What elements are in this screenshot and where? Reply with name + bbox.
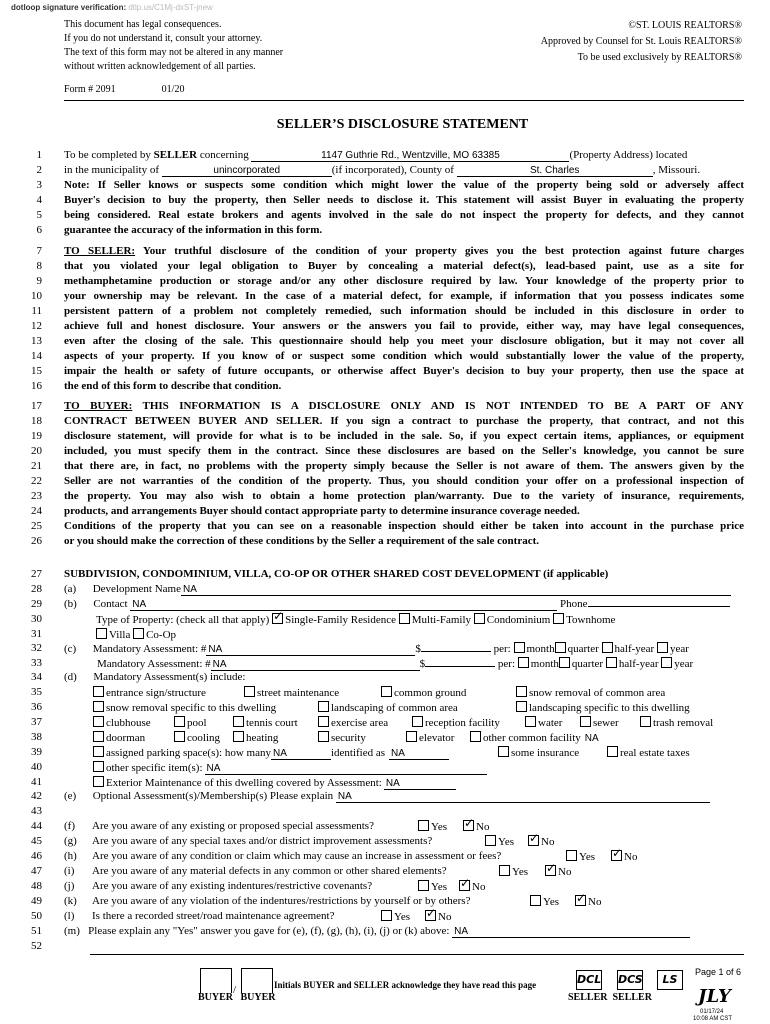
disclosure-text-line: even after the closing of the sale. This questionnaire should help you meet your disclosure obligation, but it may not cover all: [64, 335, 744, 347]
disclosure-text-line: being considered. Real estate brokers and agents involved in the sale do not inspect the property for defects, and they cannot: [64, 209, 744, 221]
a2-year-checkbox[interactable]: [661, 657, 672, 668]
line-number: 33: [31, 657, 42, 669]
no-option: ✓ No: [459, 880, 485, 893]
a2-half-year-checkbox[interactable]: [606, 657, 617, 668]
type-single-family-checkbox[interactable]: [272, 613, 283, 624]
line-number: 15: [31, 365, 42, 377]
explain-yes-field[interactable]: NA: [452, 926, 690, 938]
include-checkbox[interactable]: [93, 731, 104, 742]
line-number: 16: [31, 380, 42, 392]
include-checkbox[interactable]: [640, 716, 651, 727]
seller-initials-3[interactable]: LS: [657, 970, 683, 990]
line-number: 52: [31, 940, 42, 952]
include-item: assigned parking space(s): how many NA identified as NA: [93, 746, 449, 760]
include-checkbox[interactable]: [516, 701, 527, 712]
disclosure-text-line: Seller are not warranties of the condition of the property. Thus, you should condition your offer on a professional inspection of: [64, 475, 744, 487]
realtor-logo-icon: JLY: [698, 986, 731, 1007]
yes-checkbox[interactable]: [530, 895, 541, 906]
question-j: [0, 880, 770, 894]
other-facility-field[interactable]: NA: [584, 733, 599, 744]
assessment-2-amount[interactable]: [425, 666, 495, 667]
line-number: 32: [31, 642, 42, 654]
stamp-date: 01/17/24: [700, 1009, 724, 1015]
yes-checkbox[interactable]: [499, 865, 510, 876]
line-51: (m) Please explain any "Yes" answer you gave for (e), (f), (g), (h), (i), (j) or (k) above: NA: [64, 925, 744, 938]
include-item: landscaping specific to this dwelling: [516, 701, 690, 714]
line-number: 29: [31, 598, 42, 610]
line-number: 8: [36, 260, 42, 272]
a1-year-checkbox[interactable]: [657, 642, 668, 653]
include-checkbox[interactable]: [93, 776, 104, 787]
question-text: Are you aware of any existing or proposed special assessments?: [92, 820, 374, 832]
buyer-initial-box-2[interactable]: [241, 968, 273, 993]
type-townhome-checkbox[interactable]: [553, 613, 564, 624]
seller-label: SELLER SELLER: [568, 992, 652, 1003]
parking-count-field[interactable]: NA: [271, 748, 331, 760]
include-item: some insurance: [498, 746, 579, 759]
line-number: 42: [31, 790, 42, 802]
line-number: 24: [31, 505, 42, 517]
include-checkbox[interactable]: [93, 746, 104, 757]
yes-checkbox[interactable]: [418, 820, 429, 831]
question-f: [0, 820, 770, 834]
buyer-label: BUYER BUYER: [198, 992, 276, 1003]
line-number: 51: [31, 925, 42, 937]
disclosure-text-line: Conditions of the property that you can see on a reasonable inspection should either be taken into account in the purchase price: [64, 520, 744, 532]
no-checkbox[interactable]: [425, 910, 436, 921]
no-checkbox[interactable]: [528, 835, 539, 846]
development-name-field[interactable]: NA: [181, 584, 731, 596]
include-checkbox[interactable]: [498, 746, 509, 757]
dotloop-verification: dotloop signature verification: dtlp.us/C1Mj-dxST-jnew: [11, 3, 213, 12]
a1-quarter-checkbox[interactable]: [555, 642, 566, 653]
line-number: 27: [31, 568, 42, 580]
copyright-notice: ©ST. LOUIS REALTORS® Approved by Counsel for St. Louis REALTORS® To be used exclusively by REALTORS®: [540, 20, 742, 63]
to-seller-line: TO SELLER: Your truthful disclosure of the condition of your property gives you the best protection against future charges: [64, 245, 744, 257]
include-row: [0, 701, 770, 715]
line-28: (a) Development Name NA: [64, 583, 744, 596]
line-number: 4: [36, 194, 42, 206]
disclosure-text-line: aspects of your property. If you know of or suspect some condition which would substantially lower the value of the property,: [64, 350, 744, 362]
include-row: [0, 716, 770, 730]
line-number: 45: [31, 835, 42, 847]
line-33: Mandatory Assessment: # NA $ per: month quarter half-year year: [97, 658, 694, 670]
include-row: [0, 731, 770, 745]
line-number: 49: [31, 895, 42, 907]
line-number: 1: [36, 149, 42, 161]
line-number: 44: [31, 820, 42, 832]
county-field[interactable]: St. Charles: [457, 165, 653, 177]
disclosure-text-line: that you violated your legal obligation to Buyer by concealing a material defect(s), lead-based paint, use as a site for: [64, 260, 744, 272]
line-31: Villa Co-Op: [96, 628, 770, 641]
page-title: SELLER’S DISCLOSURE STATEMENT: [276, 117, 529, 132]
line-number: 46: [31, 850, 42, 862]
line-number: 34: [31, 671, 42, 683]
include-item: clubhouse: [93, 716, 151, 729]
other-items-field[interactable]: NA: [205, 763, 487, 775]
line-number: 10: [31, 290, 42, 302]
no-option: ✓ No: [611, 850, 637, 863]
line-number: 22: [31, 475, 42, 487]
no-checkbox[interactable]: [575, 895, 586, 906]
include-item: elevator: [406, 731, 454, 744]
line-29: (b) Contact NA Phone: [64, 598, 744, 611]
line-34: (d) Mandatory Assessment(s) include:: [64, 671, 246, 683]
no-option: ✓ No: [545, 865, 571, 878]
line-number: 37: [31, 716, 42, 728]
disclosure-text-line: Buyer's decision to buy the property, then Seller needs to disclose it. This statement will assist Buyer in evaluating the property: [64, 194, 744, 206]
line-number: 14: [31, 350, 42, 362]
question-letter: (g): [64, 835, 77, 847]
include-checkbox[interactable]: [516, 686, 527, 697]
line-number: 50: [31, 910, 42, 922]
disclosure-text-line: Note: If Seller knows or suspects some condition which might lower the value of the property being sold or adversely affect: [64, 179, 744, 191]
a1-half-year-checkbox[interactable]: [602, 642, 613, 653]
no-checkbox[interactable]: [611, 850, 622, 861]
question-text: Are you aware of any condition or claim which may cause an increase in assessment or fees?: [92, 850, 502, 862]
no-option: ✓ No: [528, 835, 554, 848]
include-item: snow removal of common area: [516, 686, 665, 699]
question-letter: (f): [64, 820, 75, 832]
line-1: To be completed by SELLER concerning 1147 Guthrie Rd., Wentzville, MO 63385 (Property Address) located: [64, 149, 688, 161]
question-text: Are you aware of any existing indentures/restrictive covenants?: [92, 880, 373, 892]
include-item: entrance sign/structure: [93, 686, 206, 699]
no-option: ✓ No: [463, 820, 489, 833]
line-number: 47: [31, 865, 42, 877]
include-item: heating: [233, 731, 278, 744]
line-number: 31: [31, 628, 42, 640]
line-number: 38: [31, 731, 42, 743]
include-row: [0, 761, 770, 775]
line-number: 11: [31, 305, 42, 317]
include-checkbox[interactable]: [233, 731, 244, 742]
include-row: [0, 686, 770, 700]
no-option: ✓ No: [425, 910, 451, 923]
include-item: pool: [174, 716, 207, 729]
mandatory-assessment-1-field[interactable]: NA: [206, 644, 415, 656]
question-text: Are you aware of any violation of the indentures/restrictions by yourself or by others?: [92, 895, 471, 907]
disclosure-text-line: disclosure statement, will provide for what is to be included in the sale. So, if you expect certain items, appliances, or equipment: [64, 430, 744, 442]
line-32: (c) Mandatory Assessment: # NA $ per: month quarter half-year year: [64, 643, 689, 655]
disclosure-text-line: persistent pattern of a problem not completely remedied, such information should be included in this disclosure in order to: [64, 305, 744, 317]
question-letter: (k): [64, 895, 77, 907]
line-number: 30: [31, 613, 42, 625]
stamp-time: 10:08 AM CST: [693, 1016, 733, 1022]
include-checkbox[interactable]: [233, 716, 244, 727]
contact-field[interactable]: NA: [130, 599, 557, 611]
include-item: trash removal: [640, 716, 713, 729]
line-number: 9: [36, 275, 42, 287]
line-number: 48: [31, 880, 42, 892]
verification-link[interactable]: dtlp.us/C1Mj-dxST-jnew: [128, 3, 213, 12]
include-checkbox[interactable]: [525, 716, 536, 727]
yes-option: Yes: [566, 850, 595, 863]
seller-initials-1[interactable]: DCL: [576, 970, 602, 990]
include-item: other common facility NA: [470, 731, 599, 744]
initials-instruction: Initials BUYER and SELLER acknowledge they have read this page: [274, 980, 537, 990]
disclosure-text-line: the end of this form to describe that condition.: [64, 380, 282, 392]
include-checkbox[interactable]: [580, 716, 591, 727]
include-item: reception facility: [412, 716, 500, 729]
no-checkbox[interactable]: [459, 880, 470, 891]
line-number: 39: [31, 746, 42, 758]
page-number: Page 1 of 6: [695, 967, 742, 977]
include-checkbox[interactable]: [406, 731, 417, 742]
line-number: 35: [31, 686, 42, 698]
disclosure-text-line: CONTRACT BETWEEN BUYER AND SELLER. If you sign a contract to purchase the property, that contract, and not this: [64, 415, 744, 427]
include-checkbox[interactable]: [174, 731, 185, 742]
no-checkbox[interactable]: [545, 865, 556, 876]
include-row: [0, 746, 770, 760]
include-item: exercise area: [318, 716, 388, 729]
type-condominium-checkbox[interactable]: [474, 613, 485, 624]
identified-as-label: identified as: [330, 747, 386, 759]
line-number: 2: [36, 164, 42, 176]
question-letter: (i): [64, 865, 75, 877]
line-number: 7: [36, 245, 42, 257]
line-number: 41: [31, 776, 42, 788]
include-item: snow removal specific to this dwelling: [93, 701, 276, 714]
form-number: Form # 2091 01/20: [64, 84, 185, 95]
line-number: 5: [36, 209, 42, 221]
yes-option: Yes: [530, 895, 559, 908]
line-42: (e) Optional Assessment(s)/Membership(s) Please explain NA: [64, 790, 744, 803]
yes-checkbox[interactable]: [418, 880, 429, 891]
line-number: 23: [31, 490, 42, 502]
line-number: 3: [36, 179, 42, 191]
include-item: common ground: [381, 686, 466, 699]
a2-quarter-checkbox[interactable]: [559, 657, 570, 668]
include-item: landscaping of common area: [318, 701, 458, 714]
section-heading: SUBDIVISION, CONDOMINIUM, VILLA, CO-OP OR OTHER SHARED COST DEVELOPMENT (if applicable): [64, 568, 609, 580]
parking-id-field[interactable]: NA: [389, 748, 449, 760]
mandatory-assessment-2-field[interactable]: NA: [211, 659, 420, 671]
line-number: 12: [31, 320, 42, 332]
question-letter: (j): [64, 880, 75, 892]
disclosure-text-line: achieve full and honest disclosure. Your answers or the answers you fail to provide, either way, may have legal consequences,: [64, 320, 744, 332]
to-buyer-line: TO BUYER: THIS INFORMATION IS A DISCLOSURE ONLY AND IS NOT INTENDED TO BE A PART OF ANY: [64, 400, 744, 412]
line-number: 43: [31, 805, 42, 817]
include-item: Exterior Maintenance of this dwelling covered by Assessment: NA: [93, 776, 456, 790]
line-number: 13: [31, 335, 42, 347]
line-number: 36: [31, 701, 42, 713]
assessment-1-amount[interactable]: [421, 651, 491, 652]
line-number: 19: [31, 430, 42, 442]
question-l: [0, 910, 770, 924]
line-2: in the municipality of unincorporated (if incorporated), County of St. Charles , Missouri.: [64, 164, 701, 176]
disclosure-text-line: methamphetamine production or storage and/or any other disclosure required by law. Your knowledge of the property prior to: [64, 275, 744, 287]
a1-month-checkbox[interactable]: [514, 642, 525, 653]
a2-month-checkbox[interactable]: [518, 657, 529, 668]
disclosure-text-line: guarantee the accuracy of the information in this form.: [64, 224, 323, 236]
yes-option: Yes: [485, 835, 514, 848]
disclosure-text-line: that there are, in fact, no problems with the property simply because the Seller is not aware of them. The answers given by the: [64, 460, 744, 472]
yes-option: Yes: [381, 910, 410, 923]
seller-initials-2[interactable]: DCS: [617, 970, 643, 990]
include-checkbox[interactable]: [93, 761, 104, 772]
legal-notice: This document has legal consequences. If you do not understand it, consult your attorney. The text of this form may not be altered in any manner without written acknowledgement of all parties.: [64, 19, 284, 72]
include-checkbox[interactable]: [381, 686, 392, 697]
question-h: [0, 850, 770, 864]
include-checkbox[interactable]: [607, 746, 618, 757]
disclosure-text-line: included, you must specify them in the contract. Since these disclosures are based on the Seller's knowledge, you cannot be sure: [64, 445, 744, 457]
include-item: real estate taxes: [607, 746, 690, 759]
no-checkbox[interactable]: [463, 820, 474, 831]
include-item: water: [525, 716, 562, 729]
include-checkbox[interactable]: [93, 716, 104, 727]
line-number: 40: [31, 761, 42, 773]
question-g: [0, 835, 770, 849]
yes-checkbox[interactable]: [566, 850, 577, 861]
include-checkbox[interactable]: [318, 701, 329, 712]
line-number: 26: [31, 535, 42, 547]
line-number: 20: [31, 445, 42, 457]
include-checkbox[interactable]: [318, 716, 329, 727]
type-co-op-checkbox[interactable]: [133, 628, 144, 639]
yes-checkbox[interactable]: [485, 835, 496, 846]
include-row: [0, 776, 770, 790]
no-option: ✓ No: [575, 895, 601, 908]
include-item: security: [318, 731, 366, 744]
include-checkbox[interactable]: [244, 686, 255, 697]
include-item: street maintenance: [244, 686, 339, 699]
line-number: 21: [31, 460, 42, 472]
property-address-field[interactable]: 1147 Guthrie Rd., Wentzville, MO 63385: [251, 150, 569, 162]
include-checkbox[interactable]: [470, 731, 481, 742]
explain-blank-line: [90, 954, 744, 955]
yes-option: Yes: [418, 880, 447, 893]
type-multi-family-checkbox[interactable]: [399, 613, 410, 624]
disclosure-text-line: your ownership may be relevant. In the case of a material defect, for example, if information that you possess indicates some: [64, 290, 744, 302]
line-number: 18: [31, 415, 42, 427]
include-item: sewer: [580, 716, 619, 729]
disclosure-text-line: products, and arrangements Buyer should contact appropriate party to determine insurance coverage needed.: [64, 505, 580, 517]
optional-assessment-field[interactable]: NA: [336, 791, 710, 803]
include-item: tennis court: [233, 716, 298, 729]
question-letter: (h): [64, 850, 77, 862]
include-checkbox[interactable]: [93, 701, 104, 712]
question-text: Are you aware of any special taxes and/or district improvement assessments?: [92, 835, 433, 847]
line-number: 6: [36, 224, 42, 236]
phone-field[interactable]: [588, 606, 730, 607]
question-text: Is there a recorded street/road maintenance agreement?: [92, 910, 335, 922]
question-i: [0, 865, 770, 879]
yes-option: Yes: [499, 865, 528, 878]
header-rule: [64, 100, 744, 101]
include-checkbox[interactable]: [412, 716, 423, 727]
exterior-maintenance-field[interactable]: NA: [384, 778, 456, 790]
line-number: 17: [31, 400, 42, 412]
disclosure-text-line: impair the health or safety of future occupants, or otherwise affect Buyer's decision to buy your property, then use the space at: [64, 365, 744, 377]
include-checkbox[interactable]: [174, 716, 185, 727]
question-text: Are you aware of any material defects in any common or other shared elements?: [92, 865, 447, 877]
yes-checkbox[interactable]: [381, 910, 392, 921]
include-item: other specific item(s): NA: [93, 761, 487, 775]
line-number: 25: [31, 520, 42, 532]
initial-separator: /: [233, 984, 237, 996]
line-number: 28: [31, 583, 42, 595]
include-checkbox[interactable]: [318, 731, 329, 742]
question-k: [0, 895, 770, 909]
disclosure-text-line: or you should make the correction of these conditions by the Seller a requirement of the sale contract.: [64, 535, 539, 547]
include-item: cooling: [174, 731, 220, 744]
municipality-field[interactable]: unincorporated: [162, 165, 332, 177]
line-30: Type of Property: (check all that apply) ✓ Single-Family Residence Multi-Family Condominium Townhome: [96, 613, 770, 626]
buyer-initial-box-1[interactable]: [200, 968, 232, 993]
type-villa-checkbox[interactable]: [96, 628, 107, 639]
yes-option: Yes: [418, 820, 447, 833]
include-checkbox[interactable]: [93, 686, 104, 697]
include-item: doorman: [93, 731, 145, 744]
disclosure-text-line: the property. You may also wish to obtain a home protection plan/warranty. Due to the variety of insurance, requirements,: [64, 490, 744, 502]
question-letter: (l): [64, 910, 75, 922]
